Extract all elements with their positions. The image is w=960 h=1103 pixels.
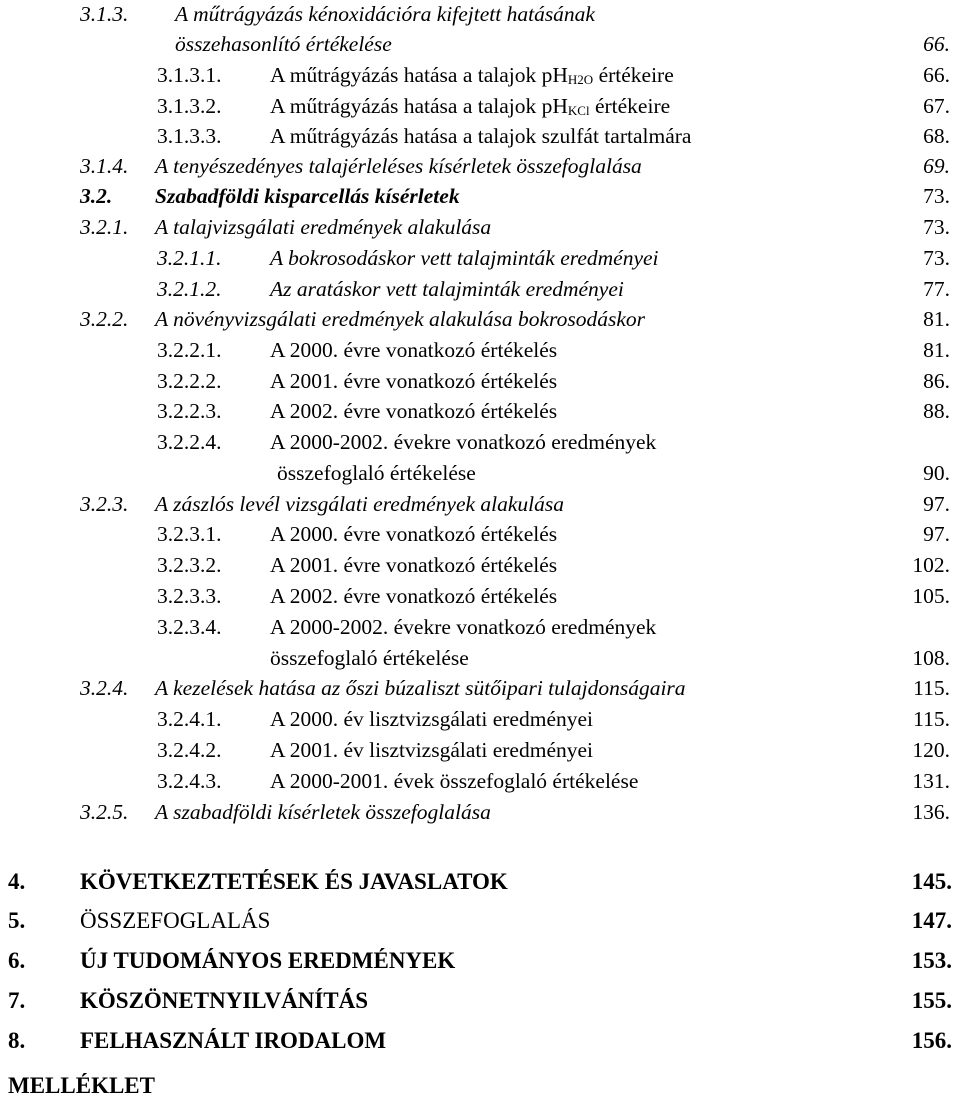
- toc-entry-page: 120.: [912, 738, 950, 762]
- toc-entry-page: 131.: [912, 769, 950, 793]
- toc-entry-title: A 2000. évre vonatkozó értékelés: [270, 338, 558, 362]
- toc-entry: [157, 766, 950, 796]
- toc-entry-number: 3.2.1.2.: [157, 277, 222, 301]
- toc-entry-page: 66.: [923, 63, 950, 87]
- toc-entry-title: A műtrágyázás kénoxidációra kifejtett hatásának: [175, 2, 595, 26]
- toc-entry: [157, 243, 950, 273]
- toc-entry-number: 3.2.1.: [80, 215, 129, 239]
- toc-entry-title: A 2001. évre vonatkozó értékelés: [270, 369, 558, 393]
- toc-entry-page: 115.: [913, 676, 950, 700]
- toc-entry-number: 3.2.2.: [80, 307, 129, 331]
- toc-entry-title: A 2001. évre vonatkozó értékelés: [270, 553, 558, 577]
- toc-entry-number: 3.1.3.2.: [157, 94, 222, 118]
- toc-entry: [157, 274, 950, 304]
- toc-entry-number: 3.2.3.1.: [157, 522, 222, 546]
- chapter-page: 156.: [911, 1028, 952, 1053]
- chapter-number: 5.: [8, 908, 26, 933]
- toc-entry: [157, 335, 950, 365]
- toc-entry-page: 73.: [923, 246, 950, 270]
- toc-entry-number: 3.1.3.: [80, 2, 129, 26]
- toc-entry: [157, 550, 950, 580]
- chapter-title: KÖVETKEZTETÉSEK ÉS JAVASLATOK: [80, 869, 508, 894]
- toc-entry-page: 88.: [923, 399, 950, 423]
- chapter-entry: [8, 984, 952, 1018]
- toc-entry: [157, 121, 950, 151]
- toc-entry-page: 67.: [923, 94, 950, 118]
- toc-entry-page: 81.: [923, 338, 950, 362]
- toc-entry-title: A 2000-2002. évekre vonatkozó eredmények: [270, 430, 657, 454]
- toc-entry-title: összefoglaló értékelése: [270, 646, 469, 670]
- chapter-entry: [8, 904, 952, 938]
- toc-entry-number: 3.1.4.: [80, 154, 129, 178]
- toc-entry-page: 102.: [912, 553, 950, 577]
- toc-entry-title: A 2002. évre vonatkozó értékelés: [270, 584, 558, 608]
- chapter-page: 147.: [911, 908, 952, 933]
- chapter-page: 155.: [911, 988, 952, 1013]
- toc-entry-title: Szabadföldi kisparcellás kísérletek: [155, 184, 460, 208]
- toc-entry-continuation: [157, 458, 950, 488]
- toc-entry-number: 3.2.2.2.: [157, 369, 222, 393]
- toc-entry-title: összefoglaló értékelése: [277, 461, 476, 485]
- toc-entry-continuation: [80, 29, 950, 59]
- toc-entry-title: A 2002. évre vonatkozó értékelés: [270, 399, 558, 423]
- chapter-entry: [8, 865, 952, 899]
- subscript: H2O: [567, 72, 594, 87]
- toc-entry-page: 77.: [923, 277, 950, 301]
- toc-entry-number: 3.2.: [80, 184, 113, 208]
- chapter-number: 6.: [8, 948, 26, 973]
- toc-entry-title: A 2000. év lisztvizsgálati eredményei: [270, 707, 594, 731]
- toc-entry: [157, 366, 950, 396]
- toc-entry-number: 3.1.3.3.: [157, 124, 222, 148]
- chapter-page: 145.: [911, 869, 952, 894]
- toc-entry-page: 97.: [923, 522, 950, 546]
- toc-entry-title: Az aratáskor vett talajminták eredményei: [270, 277, 624, 301]
- toc-entry: [80, 797, 950, 827]
- toc-entry: [80, 181, 950, 211]
- toc-entry-title: A tenyészedényes talajérleléses kísérletek összefoglalása: [155, 154, 642, 178]
- toc-entry: [157, 704, 950, 734]
- toc-entry-page: 66.: [923, 32, 950, 56]
- appendix-heading: [8, 1069, 408, 1103]
- chapter-entry: [8, 1024, 952, 1058]
- toc-entry: [157, 612, 950, 642]
- toc-entry-number: 3.2.4.1.: [157, 707, 222, 731]
- toc-entry: [80, 0, 950, 29]
- toc-entry-number: 3.2.2.4.: [157, 430, 222, 454]
- toc-entry-page: 73.: [923, 184, 950, 208]
- chapter-title: KÖSZÖNETNYILVÁNÍTÁS: [80, 988, 369, 1013]
- toc-entry: [157, 519, 950, 549]
- toc-entry: [157, 735, 950, 765]
- chapter-number: 4.: [8, 869, 26, 894]
- toc-entry-page: 86.: [923, 369, 950, 393]
- toc-entry-title: A 2000-2001. évek összefoglaló értékelése: [270, 769, 639, 793]
- toc-entry-number: 3.1.3.1.: [157, 63, 222, 87]
- chapter-entry: [8, 944, 952, 978]
- toc-entry: [157, 91, 950, 121]
- toc-entry-title: A 2000. évre vonatkozó értékelés: [270, 522, 558, 546]
- toc-entry-number: 3.2.3.4.: [157, 615, 222, 639]
- toc-entry-title: A talajvizsgálati eredmények alakulása: [155, 215, 492, 239]
- chapter-number: 7.: [8, 988, 26, 1013]
- chapter-page: 153.: [911, 948, 952, 973]
- toc-entry-page: 136.: [912, 800, 950, 824]
- chapter-title: ÖSSZEFOGLALÁS: [80, 908, 271, 933]
- subscript: KCl: [567, 103, 590, 118]
- toc-entry-title: A 2001. év lisztvizsgálati eredményei: [270, 738, 594, 762]
- toc-entry-number: 3.2.3.2.: [157, 553, 222, 577]
- toc-entry-title: A műtrágyázás hatása a talajok szulfát tartalmára: [270, 124, 692, 148]
- toc-entry-number: 3.2.5.: [80, 800, 129, 824]
- toc-entry-page: 81.: [923, 307, 950, 331]
- toc-entry-number: 3.2.4.: [80, 676, 129, 700]
- toc-entry-title: A műtrágyázás hatása a talajok $pH_{H2O}$ értékeire: [270, 63, 674, 87]
- toc-entry: [157, 581, 950, 611]
- toc-entry: [157, 60, 950, 90]
- toc-entry-number: 3.2.1.1.: [157, 246, 222, 270]
- toc-entry-number: 3.2.4.3.: [157, 769, 222, 793]
- chapter-title: ÚJ TUDOMÁNYOS EREDMÉNYEK: [80, 948, 456, 973]
- toc-entry: [80, 304, 950, 334]
- chapter-number: 8.: [8, 1028, 26, 1053]
- toc-entry-page: 108.: [912, 646, 950, 670]
- toc-entry-title: összehasonlító értékelése: [175, 32, 392, 56]
- appendix-title: MELLÉKLET: [8, 1073, 155, 1098]
- toc-entry-title: A növényvizsgálati eredmények alakulása bokrosodáskor: [155, 307, 646, 331]
- chapter-title: FELHASZNÁLT IRODALOM: [80, 1028, 387, 1053]
- toc-entry: [80, 151, 950, 181]
- toc-entry-title: A kezelések hatása az őszi búzaliszt sütőipari tulajdonságaira: [155, 676, 686, 700]
- toc-entry: [157, 427, 950, 457]
- toc-entry: [80, 489, 950, 519]
- toc-entry-title: A 2000-2002. évekre vonatkozó eredmények: [270, 615, 657, 639]
- toc-entry-title: A szabadföldi kísérletek összefoglalása: [155, 800, 491, 824]
- toc-entry: [80, 673, 950, 703]
- toc-entry-title: A zászlós levél vizsgálati eredmények alakulása: [155, 492, 565, 516]
- toc-entry-number: 3.2.3.3.: [157, 584, 222, 608]
- toc-entry-page: 90.: [923, 461, 950, 485]
- toc-entry-page: 69.: [923, 154, 950, 178]
- toc-entry-page: 115.: [913, 707, 950, 731]
- toc-entry-page: 68.: [923, 124, 950, 148]
- toc-entry-page: 73.: [923, 215, 950, 239]
- toc-entry: [80, 212, 950, 242]
- toc-entry-title: A műtrágyázás hatása a talajok $pH_{KCl}$ értékeire: [270, 94, 671, 118]
- toc-entry-page: 97.: [923, 492, 950, 516]
- toc-entry: [157, 396, 950, 426]
- toc-entry-number: 3.2.3.: [80, 492, 129, 516]
- toc-entry-number: 3.2.2.3.: [157, 399, 222, 423]
- toc-entry-title: A bokrosodáskor vett talajminták eredményei: [270, 246, 659, 270]
- toc-entry-number: 3.2.4.2.: [157, 738, 222, 762]
- toc-entry-number: 3.2.2.1.: [157, 338, 222, 362]
- toc-entry-page: 105.: [912, 584, 950, 608]
- toc-entry-continuation: [157, 643, 950, 673]
